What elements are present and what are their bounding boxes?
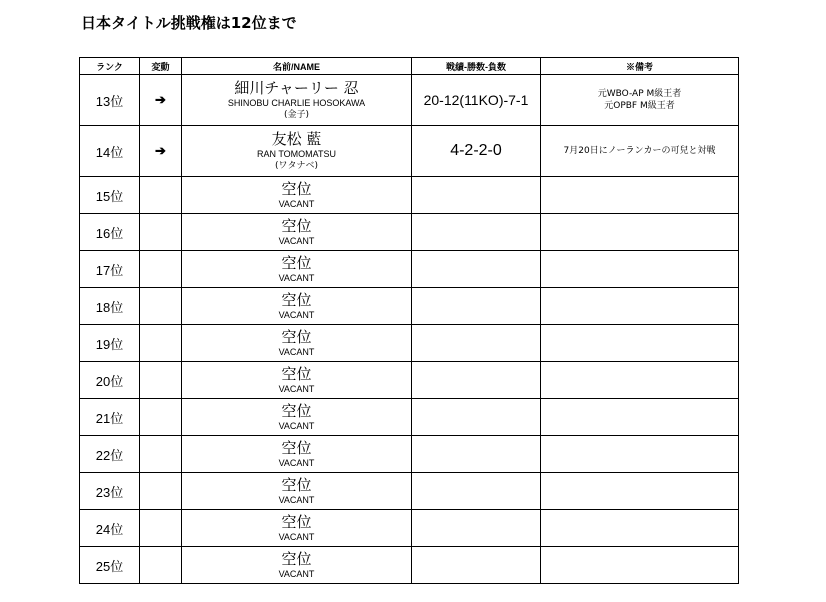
change-cell — [140, 473, 182, 510]
notes-cell — [541, 510, 739, 547]
table-row — [80, 75, 739, 126]
record-cell — [412, 547, 541, 584]
record-cell — [412, 473, 541, 510]
vacant-label-jp: 空位 — [281, 179, 312, 198]
vacant-label-jp: 空位 — [281, 438, 312, 457]
boxer-name-jp: 細川チャーリー 忍 — [234, 78, 359, 97]
name-cell — [182, 177, 412, 214]
boxer-name-en: SHINOBU CHARLIE HOSOKAWA — [227, 97, 366, 108]
vacant-label-jp: 空位 — [281, 512, 312, 531]
vacant-label-jp: 空位 — [281, 401, 312, 420]
notes-cell — [541, 436, 739, 473]
notes-cell — [541, 547, 739, 584]
name-header: 名前/NAME — [182, 58, 412, 75]
vacant-label-jp: 空位 — [281, 253, 312, 272]
name-cell — [182, 325, 412, 362]
name-cell — [182, 126, 412, 177]
record-cell — [412, 399, 541, 436]
record-cell — [412, 510, 541, 547]
rank-cell: 24位 — [80, 510, 140, 547]
boxer-name-en: RAN TOMOMATSU — [256, 148, 336, 159]
note-line: 元OPBF M級王者 — [604, 101, 675, 111]
table-row — [80, 251, 739, 288]
change-cell — [140, 325, 182, 362]
rank-cell: 15位 — [80, 177, 140, 214]
notes-cell — [541, 473, 739, 510]
change-arrow-icon: ➔ — [140, 75, 182, 126]
table-row — [80, 362, 739, 399]
boxer-name-jp: 友松 藍 — [271, 129, 322, 148]
vacant-label-en: VACANT — [278, 568, 315, 579]
rank-header: ランク — [80, 58, 140, 75]
table-row — [80, 547, 739, 584]
table-row — [80, 399, 739, 436]
record-cell — [412, 251, 541, 288]
change-cell — [140, 547, 182, 584]
vacant-label-en: VACANT — [278, 235, 315, 246]
notes-cell — [541, 288, 739, 325]
change-cell — [140, 436, 182, 473]
change-cell — [140, 362, 182, 399]
notes-cell — [541, 251, 739, 288]
record-cell — [412, 177, 541, 214]
table-row — [80, 214, 739, 251]
rank-cell: 18位 — [80, 288, 140, 325]
table-row — [80, 510, 739, 547]
vacant-label-en: VACANT — [278, 309, 315, 320]
name-cell — [182, 362, 412, 399]
name-cell — [182, 510, 412, 547]
record-header: 戦績-勝数-負数 — [412, 58, 541, 75]
boxer-gym: (ワタナベ) — [275, 160, 318, 171]
vacant-label-en: VACANT — [278, 457, 315, 468]
boxer-gym: (金子) — [283, 109, 310, 120]
vacant-label-jp: 空位 — [281, 327, 312, 346]
notes-cell — [541, 362, 739, 399]
change-cell — [140, 177, 182, 214]
name-cell — [182, 214, 412, 251]
ranking-table — [79, 57, 739, 584]
change-header: 変動 — [140, 58, 182, 75]
vacant-label-jp: 空位 — [281, 549, 312, 568]
record-cell — [412, 288, 541, 325]
name-cell — [182, 547, 412, 584]
record-cell: 4-2-2-0 — [412, 126, 541, 177]
change-cell — [140, 288, 182, 325]
name-cell — [182, 473, 412, 510]
record-cell — [412, 214, 541, 251]
rank-cell: 23位 — [80, 473, 140, 510]
record-cell — [412, 325, 541, 362]
name-cell — [182, 75, 412, 126]
page-title: 日本タイトル挑戦権は12位まで — [81, 14, 297, 32]
table-row — [80, 436, 739, 473]
change-cell — [140, 510, 182, 547]
rank-cell: 19位 — [80, 325, 140, 362]
name-cell — [182, 288, 412, 325]
vacant-label-jp: 空位 — [281, 475, 312, 494]
rank-cell: 21位 — [80, 399, 140, 436]
change-cell — [140, 214, 182, 251]
rank-cell: 13位 — [80, 75, 140, 126]
rank-cell: 14位 — [80, 126, 140, 177]
rank-cell: 22位 — [80, 436, 140, 473]
notes-cell — [541, 177, 739, 214]
vacant-label-jp: 空位 — [281, 216, 312, 235]
name-cell — [182, 251, 412, 288]
vacant-label-en: VACANT — [278, 198, 315, 209]
rank-cell: 16位 — [80, 214, 140, 251]
record-cell: 20-12(11KO)-7-1 — [412, 75, 541, 126]
table-row — [80, 473, 739, 510]
rank-cell: 25位 — [80, 547, 140, 584]
vacant-rows — [80, 177, 739, 584]
change-cell — [140, 399, 182, 436]
record-cell — [412, 436, 541, 473]
table-row — [80, 325, 739, 362]
vacant-label-en: VACANT — [278, 346, 315, 357]
vacant-label-en: VACANT — [278, 531, 315, 542]
vacant-label-en: VACANT — [278, 383, 315, 394]
vacant-label-en: VACANT — [278, 272, 315, 283]
notes-cell — [541, 126, 739, 177]
notes-cell — [541, 325, 739, 362]
rank-cell: 20位 — [80, 362, 140, 399]
vacant-label-jp: 空位 — [281, 364, 312, 383]
notes-header: ※備考 — [541, 58, 739, 75]
header-row — [80, 58, 739, 75]
name-cell — [182, 399, 412, 436]
vacant-label-en: VACANT — [278, 494, 315, 505]
vacant-label-jp: 空位 — [281, 290, 312, 309]
table-row — [80, 177, 739, 214]
note-line: 7月20日にノーランカーの可兒と対戦 — [563, 146, 716, 156]
notes-cell — [541, 75, 739, 126]
table-row — [80, 126, 739, 177]
table-row — [80, 288, 739, 325]
change-cell — [140, 251, 182, 288]
note-line: 元WBO-AP M級王者 — [597, 89, 682, 99]
rank-cell: 17位 — [80, 251, 140, 288]
change-arrow-icon: ➔ — [140, 126, 182, 177]
record-cell — [412, 362, 541, 399]
name-cell — [182, 436, 412, 473]
vacant-label-en: VACANT — [278, 420, 315, 431]
notes-cell — [541, 214, 739, 251]
notes-cell — [541, 399, 739, 436]
